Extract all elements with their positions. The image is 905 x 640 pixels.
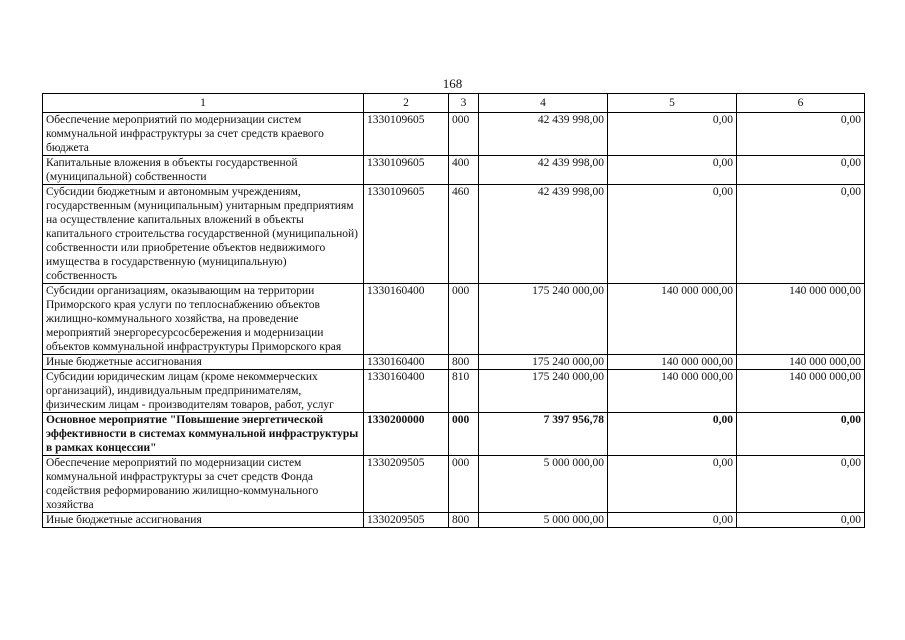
- column-header: 1: [43, 94, 364, 113]
- amount-col-4: 5 000 000,00: [479, 513, 608, 528]
- target-article-code: 1330209505: [364, 513, 449, 528]
- amount-col-5: 140 000 000,00: [608, 370, 737, 413]
- target-article-code: 1330209505: [364, 456, 449, 513]
- table-body: [43, 113, 865, 528]
- target-article-code: 1330200000: [364, 413, 449, 456]
- item-name: Субсидии организациям, оказывающим на территории Приморского края услуги по теплоснабжению объектов жилищно-коммунального хозяйства, на проведение мероприятий энергоресурсосбережения и модернизации объектов коммунальной инфраструктуры Приморского края: [43, 284, 364, 355]
- expense-type-code: 000: [449, 456, 479, 513]
- expense-type-code: 000: [449, 113, 479, 156]
- amount-col-5: 140 000 000,00: [608, 355, 737, 370]
- amount-col-6: 140 000 000,00: [737, 355, 865, 370]
- table-row: [43, 413, 865, 456]
- target-article-code: 1330160400: [364, 284, 449, 355]
- amount-col-5: 0,00: [608, 456, 737, 513]
- table-row: [43, 185, 865, 284]
- amount-col-6: 0,00: [737, 113, 865, 156]
- budget-table: [42, 93, 865, 528]
- item-name: Обеспечение мероприятий по модернизации систем коммунальной инфраструктуры за счет средств краевого бюджета: [43, 113, 364, 156]
- target-article-code: 1330109605: [364, 156, 449, 185]
- amount-col-5: 0,00: [608, 156, 737, 185]
- amount-col-5: 0,00: [608, 113, 737, 156]
- amount-col-6: 0,00: [737, 413, 865, 456]
- target-article-code: 1330109605: [364, 113, 449, 156]
- table-row: [43, 113, 865, 156]
- target-article-code: 1330160400: [364, 370, 449, 413]
- amount-col-4: 175 240 000,00: [479, 355, 608, 370]
- expense-type-code: 000: [449, 413, 479, 456]
- item-name: Субсидии бюджетным и автономным учреждениям, государственным (муниципальным) унитарным предприятиям на осуществление капитальных вложений в объекты капитального строительства государственной (муниципальной) собственности или приобретение объектов недвижимого имущества в государственную (муниципальную) собственность: [43, 185, 364, 284]
- table-row: [43, 370, 865, 413]
- item-name: Иные бюджетные ассигнования: [43, 355, 364, 370]
- amount-col-6: 0,00: [737, 185, 865, 284]
- expense-type-code: 800: [449, 355, 479, 370]
- item-name: Иные бюджетные ассигнования: [43, 513, 364, 528]
- amount-col-4: 42 439 998,00: [479, 113, 608, 156]
- amount-col-4: 175 240 000,00: [479, 370, 608, 413]
- amount-col-4: 42 439 998,00: [479, 156, 608, 185]
- expense-type-code: 810: [449, 370, 479, 413]
- item-name: Основное мероприятие "Повышение энергетической эффективности в системах коммунальной инфраструктуры в рамках концессии": [43, 413, 364, 456]
- amount-col-5: 140 000 000,00: [608, 284, 737, 355]
- table-row: [43, 355, 865, 370]
- item-name: Субсидии юридическим лицам (кроме некоммерческих организаций), индивидуальным предпринимателям, физическим лицам - производителям товаров, работ, услуг: [43, 370, 364, 413]
- table-header-row: [43, 94, 865, 113]
- column-header: 3: [449, 94, 479, 113]
- amount-col-4: 42 439 998,00: [479, 185, 608, 284]
- page-number: 168: [442, 76, 463, 91]
- target-article-code: 1330109605: [364, 185, 449, 284]
- amount-col-4: 5 000 000,00: [479, 456, 608, 513]
- table-row: [43, 284, 865, 355]
- amount-col-6: 0,00: [737, 513, 865, 528]
- amount-col-5: 0,00: [608, 413, 737, 456]
- amount-col-4: 175 240 000,00: [479, 284, 608, 355]
- table-row: [43, 513, 865, 528]
- expense-type-code: 800: [449, 513, 479, 528]
- item-name: Капитальные вложения в объекты государственной (муниципальной) собственности: [43, 156, 364, 185]
- expense-type-code: 460: [449, 185, 479, 284]
- amount-col-6: 0,00: [737, 156, 865, 185]
- column-header: 5: [608, 94, 737, 113]
- amount-col-6: 0,00: [737, 456, 865, 513]
- column-header: 4: [479, 94, 608, 113]
- item-name: Обеспечение мероприятий по модернизации систем коммунальной инфраструктуры за счет средств Фонда содействия реформированию жилищно-коммунального хозяйства: [43, 456, 364, 513]
- amount-col-6: 140 000 000,00: [737, 284, 865, 355]
- expense-type-code: 400: [449, 156, 479, 185]
- expense-type-code: 000: [449, 284, 479, 355]
- amount-col-6: 140 000 000,00: [737, 370, 865, 413]
- amount-col-5: 0,00: [608, 513, 737, 528]
- amount-col-5: 0,00: [608, 185, 737, 284]
- amount-col-4: 7 397 956,78: [479, 413, 608, 456]
- column-header: 2: [364, 94, 449, 113]
- table-row: [43, 156, 865, 185]
- target-article-code: 1330160400: [364, 355, 449, 370]
- table-row: [43, 456, 865, 513]
- column-header: 6: [737, 94, 865, 113]
